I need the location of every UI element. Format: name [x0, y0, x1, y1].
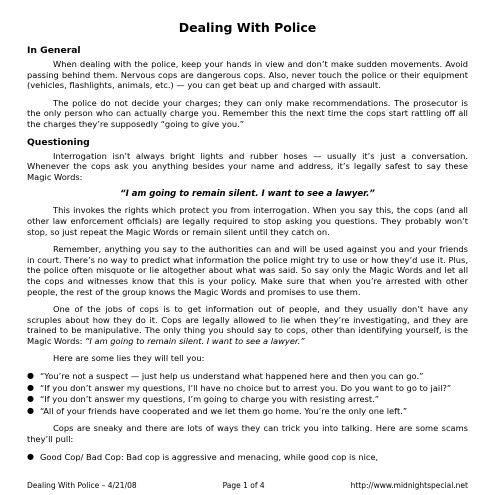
bullet-icon: ●: [27, 451, 34, 461]
bullet-icon: ●: [27, 382, 34, 392]
page-title: Dealing With Police: [178, 20, 317, 35]
paragraph: Here are some lies they will tell you:: [53, 353, 205, 364]
paragraph: When dealing with the police, keep your hands in view and don’t make sudden movements. Avoid passing behind them. Nervous cops are dangerous cops. Also, never touch the police or their equipment (vehicles, flashlights, animals, etc.) — you can get beat up and charged with assault.: [27, 59, 468, 91]
page-footer: [27, 481, 468, 490]
magic-words-inline: “I am going to remain silent. I want to see a lawyer.”: [85, 335, 305, 346]
list-item: ● “If you don’t answer my questions, I’ll have no choice but to arrest you. Do you want to go to jail?”: [27, 382, 452, 393]
paragraph: [27, 304, 468, 346]
section-heading-general: In General: [27, 45, 81, 56]
lies-list: [27, 371, 468, 416]
paragraph: The police do not decide your charges; they can only make recommendations. The prosecutor is the only person who can actually charge you. Remember this the next time the cops start rattling off all the charges they’re supposedly “going to give you.”: [27, 97, 468, 129]
paragraph: Interrogation isn’t always bright lights and rubber hoses — usually it’s just a conversation. Whenever the cops ask you anything besides your name and address, it’s legally safest to say these Magic Words:: [27, 150, 468, 182]
footer-title: Dealing With Police – 4/21/08: [27, 481, 137, 490]
footer-page-number: Page 1 of 4: [222, 481, 265, 490]
bullet-icon: ●: [27, 405, 34, 415]
section-heading-questioning: Questioning: [27, 136, 90, 148]
paragraph-text: One of the jobs of cops is to get information out of people, and they usually don’t have any scruples about how they do it. Cops are legally allowed to lie when they’re investigating, and they are trained to be manipulative. The only thing you should say to cops, other than identifying yourself, is the Magic Words:: [27, 304, 468, 346]
footer-url[interactable]: http://www.midnightspecial.net: [350, 481, 468, 490]
list-item: ● “If you don’t answer my questions, I’m going to charge you with resisting arrest.”: [27, 394, 380, 405]
scams-list: [27, 452, 468, 463]
list-item: ● “All of your friends have cooperated and we let them go home. You’re the only one left.”: [27, 405, 408, 416]
list-item: ● “You’re not a suspect — just help us understand what happened here and then you can go.”: [27, 371, 424, 382]
bullet-icon: ●: [27, 394, 34, 404]
paragraph: Remember, anything you say to the authorities can and will be used against you and your friends in court. There’s no way to predict what information the police might try to use or how they’d use it. Plus, the police often misquote or lie altogether about what was said. So say only the Magic Words and let all the cops and witnesses know that this is your policy. Make sure that when you’re arrested with other people, the rest of the group knows the Magic Words and promises to use them.: [27, 244, 468, 297]
list-item: ● Good Cop/ Bad Cop: Bad cop is aggressive and menacing, while good cop is nice,: [27, 451, 379, 462]
paragraph: Cops are sneaky and there are lots of ways they can trick you into talking. Here are some scams they’ll pull:: [27, 423, 468, 445]
bullet-icon: ●: [27, 371, 34, 381]
paragraph: This invokes the rights which protect you from interrogation. When you say this, the cops (and all other law enforcement officials) are legally required to stop asking you questions. They probably won’t stop, so just repeat the Magic Words or remain silent until they catch on.: [27, 205, 468, 237]
magic-words-quote: “I am going to remain silent. I want to see a lawyer.”: [120, 189, 375, 200]
